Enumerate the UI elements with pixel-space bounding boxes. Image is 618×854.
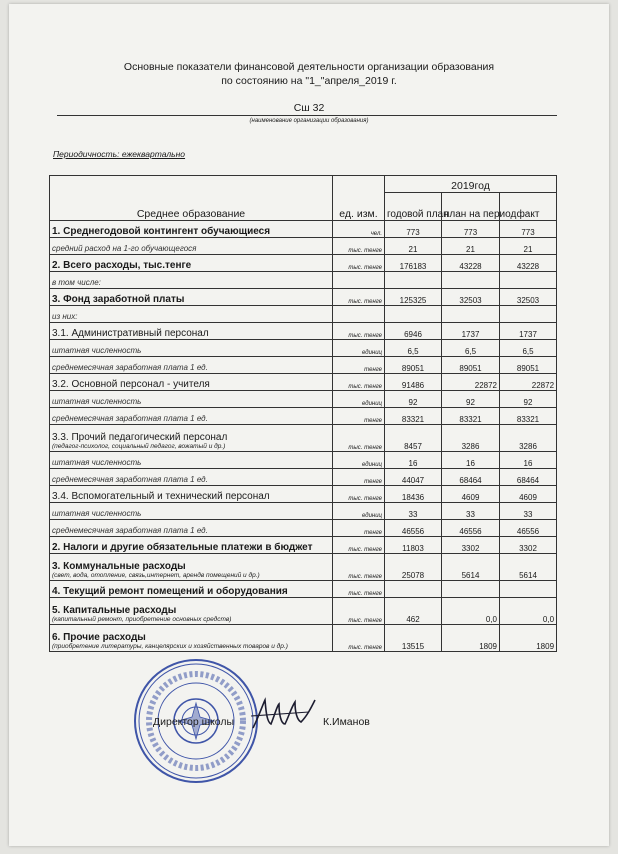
row-unit: тыс. тенге — [333, 581, 385, 598]
organization-caption: (наименование организации образования) — [249, 118, 369, 124]
table-row — [50, 554, 557, 581]
row-fact-value: 68464 — [500, 469, 557, 486]
row-fact-value: 32503 — [500, 289, 557, 306]
row-fact-value: 5614 — [500, 554, 557, 581]
row-period-value: 89051 — [442, 357, 500, 374]
row-label: средний расход на 1-го обучающегося — [50, 238, 333, 255]
table-row — [50, 221, 557, 238]
row-label: 2. Всего расходы, тыс.тенге — [50, 255, 333, 272]
row-period-value — [442, 581, 500, 598]
document-title: Основные показатели финансовой деятельности организации образования по состоянию на "1_"апреля_2019 г. — [123, 61, 495, 87]
row-fact-value: 3286 — [500, 425, 557, 452]
row-fact-value: 33 — [500, 503, 557, 520]
row-period-value: 92 — [442, 391, 500, 408]
signer-name: К.Иманов — [323, 716, 370, 728]
table-row — [50, 374, 557, 391]
row-label: среднемесячная заработная плата 1 ед. — [50, 357, 333, 374]
row-fact-value: 1809 — [500, 625, 557, 652]
table-row — [50, 357, 557, 374]
row-period-value: 83321 — [442, 408, 500, 425]
table-row — [50, 537, 557, 554]
row-period-value: 16 — [442, 452, 500, 469]
row-label: среднемесячная заработная плата 1 ед. — [50, 520, 333, 537]
row-unit — [333, 272, 385, 289]
row-unit: тыс. тенге — [333, 374, 385, 391]
row-annual-value: 25078 — [385, 554, 442, 581]
row-fact-value — [500, 272, 557, 289]
row-period-value: 6,5 — [442, 340, 500, 357]
row-unit: тенге — [333, 520, 385, 537]
row-label: 1. Среднегодовой контингент обучающиеся — [50, 221, 333, 238]
row-label: 3.2. Основной персонал - учителя — [50, 374, 333, 391]
row-annual-value: 89051 — [385, 357, 442, 374]
row-label: 3. Коммунальные расходы (свет, вода, отопление, связь,интернет, арендв помещений и др.) — [50, 554, 333, 581]
row-unit: тыс. тенге — [333, 425, 385, 452]
column-header-annual-plan: годовой план — [385, 193, 442, 221]
table-row — [50, 408, 557, 425]
row-label: штатная численность — [50, 503, 333, 520]
row-period-value: 3302 — [442, 537, 500, 554]
table-row — [50, 452, 557, 469]
table-row — [50, 625, 557, 652]
row-label: 2. Налоги и другие обязательные платежи в бюджет — [50, 537, 333, 554]
row-label: 6. Прочие расходы (приобретение литературы, канцелярских и хозяйственных товаров и др.) — [50, 625, 333, 652]
row-period-value: 33 — [442, 503, 500, 520]
row-period-value — [442, 306, 500, 323]
row-fact-value: 46556 — [500, 520, 557, 537]
table-row — [50, 306, 557, 323]
row-unit: тыс. тенге — [333, 238, 385, 255]
row-annual-value: 11803 — [385, 537, 442, 554]
row-fact-value — [500, 306, 557, 323]
row-unit: тыс. тенге — [333, 289, 385, 306]
row-label: 3.3. Прочий педагогический персонал (педагог-психолог, социальный педагог, вожатый и др.) — [50, 425, 333, 452]
row-annual-value — [385, 272, 442, 289]
row-annual-value: 21 — [385, 238, 442, 255]
row-unit: тыс. тенге — [333, 598, 385, 625]
row-period-value: 46556 — [442, 520, 500, 537]
row-unit: тенге — [333, 469, 385, 486]
row-period-value: 1737 — [442, 323, 500, 340]
row-annual-value: 18436 — [385, 486, 442, 503]
row-unit: единиц — [333, 391, 385, 408]
row-fact-value: 773 — [500, 221, 557, 238]
row-annual-value: 13515 — [385, 625, 442, 652]
row-label: в том числе: — [50, 272, 333, 289]
table-row — [50, 238, 557, 255]
handwritten-signature — [249, 694, 321, 736]
row-unit: тенге — [333, 408, 385, 425]
table-row — [50, 272, 557, 289]
table-row — [50, 486, 557, 503]
row-label: 3.4. Вспомогательный и технический персонал — [50, 486, 333, 503]
row-fact-value: 0,0 — [500, 598, 557, 625]
row-unit: чел. — [333, 221, 385, 238]
row-annual-value — [385, 581, 442, 598]
row-unit: тенге — [333, 357, 385, 374]
table-row — [50, 289, 557, 306]
row-label: штатная численность — [50, 340, 333, 357]
column-header-year: 2019год — [385, 176, 557, 193]
table-row — [50, 425, 557, 452]
row-annual-value — [385, 306, 442, 323]
row-annual-value: 33 — [385, 503, 442, 520]
row-annual-value: 91486 — [385, 374, 442, 391]
row-period-value: 0,0 — [442, 598, 500, 625]
row-label: среднемесячная заработная плата 1 ед. — [50, 408, 333, 425]
row-period-value: 773 — [442, 221, 500, 238]
table-row — [50, 323, 557, 340]
table-row — [50, 598, 557, 625]
row-unit: единиц — [333, 503, 385, 520]
row-label: 5. Капитальные расходы (капитальный ремонт, приобретение основных средств) — [50, 598, 333, 625]
table-row — [50, 520, 557, 537]
row-annual-value: 6,5 — [385, 340, 442, 357]
row-period-value: 4609 — [442, 486, 500, 503]
row-annual-value: 92 — [385, 391, 442, 408]
row-unit: тыс. тенге — [333, 537, 385, 554]
table-row — [50, 255, 557, 272]
organization-name: Сш 32 — [293, 102, 325, 114]
row-unit: тыс. тенге — [333, 323, 385, 340]
row-fact-value: 1737 — [500, 323, 557, 340]
row-period-value: 3286 — [442, 425, 500, 452]
row-unit: тыс. тенге — [333, 554, 385, 581]
row-period-value: 68464 — [442, 469, 500, 486]
row-label: из них: — [50, 306, 333, 323]
row-fact-value: 16 — [500, 452, 557, 469]
organization-underline — [57, 115, 557, 116]
row-fact-value: 21 — [500, 238, 557, 255]
row-fact-value: 6,5 — [500, 340, 557, 357]
row-fact-value: 43228 — [500, 255, 557, 272]
table-row — [50, 581, 557, 598]
row-fact-value: 3302 — [500, 537, 557, 554]
document-page — [9, 4, 609, 846]
row-fact-value: 83321 — [500, 408, 557, 425]
table-row — [50, 503, 557, 520]
row-unit: тыс. тенге — [333, 255, 385, 272]
column-header-unit: ед. изм. — [333, 176, 385, 221]
row-annual-value: 8457 — [385, 425, 442, 452]
row-unit: тыс. тенге — [333, 625, 385, 652]
row-period-value — [442, 272, 500, 289]
row-annual-value: 83321 — [385, 408, 442, 425]
row-unit: единиц — [333, 452, 385, 469]
table-row — [50, 340, 557, 357]
column-header-name: Среднее образование — [50, 176, 333, 221]
row-fact-value: 22872 — [500, 374, 557, 391]
row-period-value: 5614 — [442, 554, 500, 581]
row-annual-value: 6946 — [385, 323, 442, 340]
row-label: 3.1. Административный персонал — [50, 323, 333, 340]
row-period-value: 22872 — [442, 374, 500, 391]
column-header-period-plan: план на период — [442, 193, 500, 221]
financial-indicators-table — [49, 175, 557, 652]
row-label: 4. Текущий ремонт помещений и оборудования — [50, 581, 333, 598]
table-row — [50, 469, 557, 486]
director-label: Директор школы — [153, 716, 235, 728]
row-annual-value: 16 — [385, 452, 442, 469]
row-period-value: 43228 — [442, 255, 500, 272]
row-period-value: 21 — [442, 238, 500, 255]
row-annual-value: 46556 — [385, 520, 442, 537]
column-header-fact: факт — [500, 193, 557, 221]
table-row — [50, 391, 557, 408]
row-fact-value: 4609 — [500, 486, 557, 503]
row-fact-value: 89051 — [500, 357, 557, 374]
row-annual-value: 44047 — [385, 469, 442, 486]
row-unit: тыс. тенге — [333, 486, 385, 503]
row-annual-value: 125325 — [385, 289, 442, 306]
row-unit: единиц — [333, 340, 385, 357]
row-annual-value: 462 — [385, 598, 442, 625]
row-label: штатная численность — [50, 391, 333, 408]
periodicity-label: Периодичность: ежеквартально — [53, 149, 186, 159]
row-label: среднемесячная заработная плата 1 ед. — [50, 469, 333, 486]
row-annual-value: 773 — [385, 221, 442, 238]
row-label: 3. Фонд заработной платы — [50, 289, 333, 306]
row-label: штатная численность — [50, 452, 333, 469]
row-annual-value: 176183 — [385, 255, 442, 272]
row-unit — [333, 306, 385, 323]
row-period-value: 32503 — [442, 289, 500, 306]
row-period-value: 1809 — [442, 625, 500, 652]
row-fact-value — [500, 581, 557, 598]
row-fact-value: 92 — [500, 391, 557, 408]
